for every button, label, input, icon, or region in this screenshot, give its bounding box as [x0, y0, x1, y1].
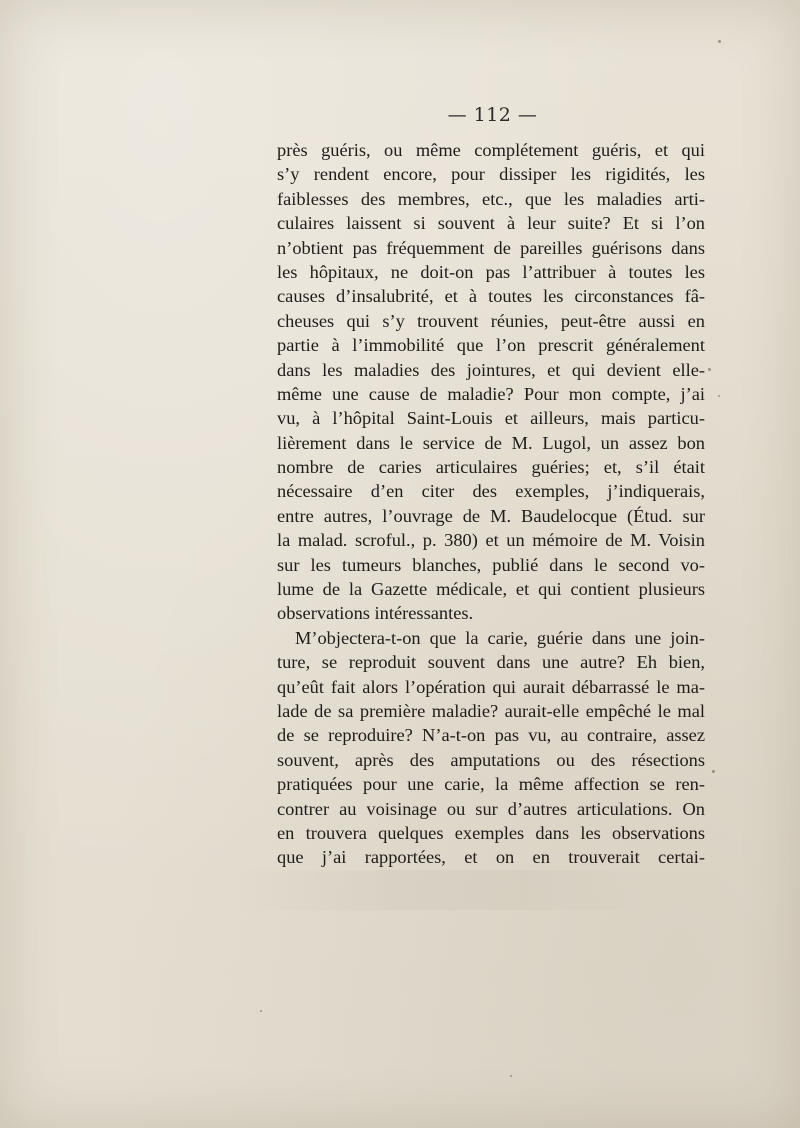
text-line: causes d’insalubrité, et à toutes les circonstances fâ-	[277, 286, 705, 307]
text-line: les hôpitaux, ne doit-on pas l’attribuer à toutes les	[277, 261, 705, 282]
page-number: — 112 —	[447, 104, 538, 126]
text-line: s’y rendent encore, pour dissiper les rigidités, les	[277, 164, 705, 185]
text-line: ture, se reproduit souvent dans une autre? Eh bien,	[277, 652, 705, 673]
text-line: M’objectera-t-on que la carie, guérie dans une join-	[295, 627, 705, 648]
text-line: observations intéressantes.	[277, 603, 474, 624]
text-line: culaires laissent si souvent à leur suite? Et si l’on	[277, 213, 705, 234]
text-line: entre autres, l’ouvrage de M. Baudelocque (Étud. sur	[277, 505, 705, 526]
text-line: cheuses qui s’y trouvent réunies, peut-être aussi en	[277, 310, 705, 331]
text-line: vu, à l’hôpital Saint-Louis et ailleurs, mais particu-	[277, 408, 705, 429]
text-line: n’obtient pas fréquemment de pareilles guérisons dans	[277, 237, 705, 258]
text-line: lume de la Gazette médicale, et qui contient plusieurs	[277, 579, 705, 600]
text-line: qu’eût fait alors l’opération qui aurait débarrassé le ma-	[277, 676, 705, 697]
text-line: même une cause de maladie? Pour mon compte, j’ai	[277, 383, 705, 404]
paper-speck	[708, 368, 711, 371]
text-line: en trouvera quelques exemples dans les observations	[277, 822, 705, 843]
paper-speck	[718, 40, 721, 43]
text-line: la malad. scroful., p. 380) et un mémoire de M. Voisin	[277, 530, 705, 551]
paper-speck	[510, 1075, 512, 1077]
paper-speck	[712, 770, 715, 773]
text-line: nombre de caries articulaires guéries; et, s’il était	[277, 457, 705, 478]
text-line: de se reproduire? N’a-t-on pas vu, au contraire, assez	[277, 725, 705, 746]
paper-speck	[260, 1010, 262, 1012]
text-line: souvent, après des amputations ou des résections	[277, 749, 705, 770]
text-line: partie à l’immobilité que l’on prescrit généralement	[277, 335, 705, 356]
text-line: dans les maladies des jointures, et qui devient elle-	[277, 359, 705, 380]
text-line: lièrement dans le service de M. Lugol, un assez bon	[277, 432, 705, 453]
body-text	[277, 138, 705, 870]
text-line: contrer au voisinage ou sur d’autres articulations. On	[277, 798, 705, 819]
text-line: nécessaire d’en citer des exemples, j’indiquerais,	[277, 481, 705, 502]
paper-speck	[718, 395, 720, 397]
text-line: pratiquées pour une carie, la même affection se ren-	[277, 774, 705, 795]
text-line: que j’ai rapportées, et on en trouverait certai-	[277, 847, 705, 868]
text-line: près guéris, ou même complétement guéris, et qui	[277, 140, 705, 160]
text-line: faiblesses des membres, etc., que les maladies arti-	[277, 188, 705, 209]
text-line: lade de sa première maladie? aurait-elle empêché le mal	[277, 700, 705, 721]
text-line: sur les tumeurs blanches, publié dans le second vo-	[277, 554, 705, 575]
